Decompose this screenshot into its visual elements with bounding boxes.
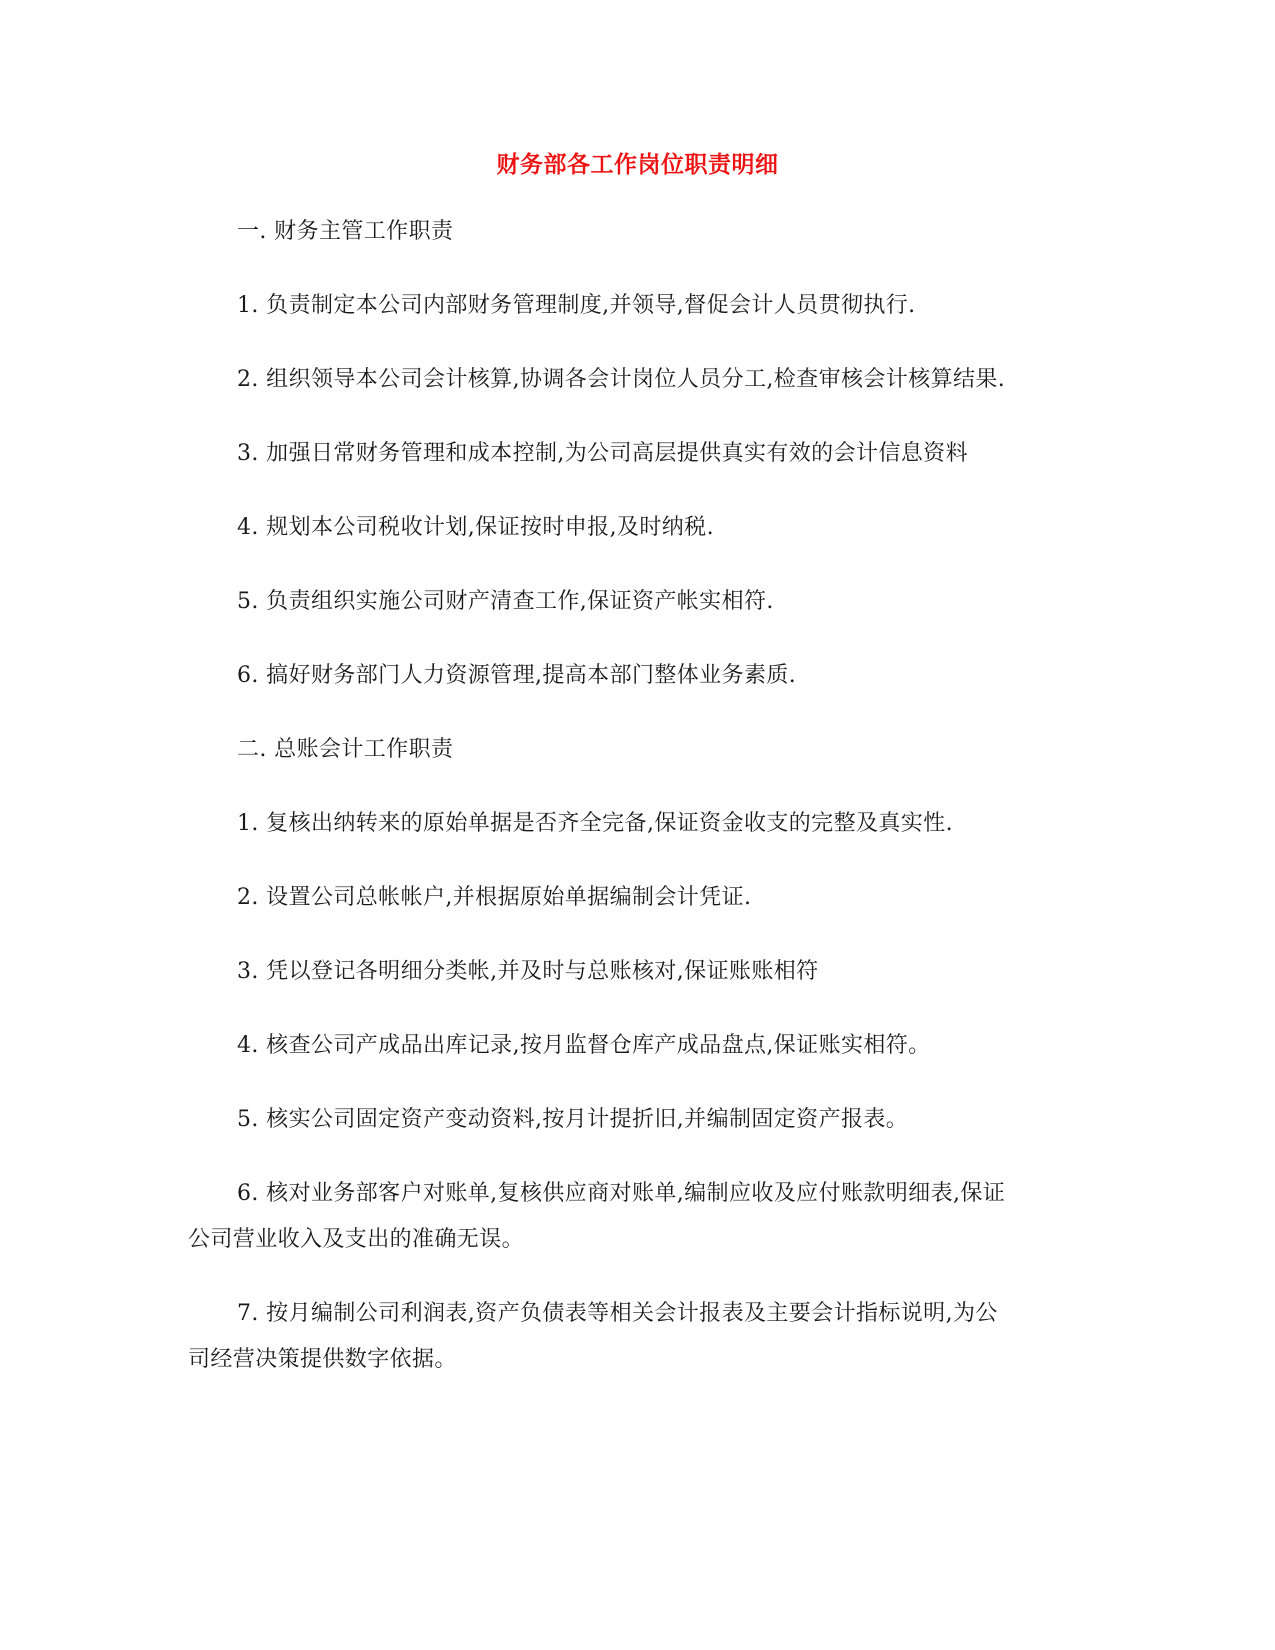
section1-item-3: 3. 加强日常财务管理和成本控制,为公司高层提供真实有效的会计信息资料 (237, 441, 968, 466)
section2-item-5: 5. 核实公司固定资产变动资料,按月计提折旧,并编制固定资产报表。 (237, 1107, 909, 1132)
section2-item-4: 4. 核查公司产成品出库记录,按月监督仓库产成品盘点,保证账实相符。 (237, 1033, 931, 1058)
section2-item-7-line-1: 7. 按月编制公司利润表,资产负债表等相关会计报表及主要会计指标说明,为公 (237, 1301, 998, 1326)
section2-item-1: 1. 复核出纳转来的原始单据是否齐全完备,保证资金收支的完整及真实性. (237, 811, 953, 836)
section2-item-6-line-2: 公司营业收入及支出的准确无误。 (188, 1227, 525, 1252)
section1-item-2: 2. 组织领导本公司会计核算,协调各会计岗位人员分工,检查审核会计核算结果. (237, 367, 1006, 392)
section1-item-5: 5. 负责组织实施公司财产清查工作,保证资产帐实相符. (237, 589, 774, 614)
section2-item-6-line-1: 6. 核对业务部客户对账单,复核供应商对账单,编制应收及应付账款明细表,保证 (237, 1181, 1006, 1206)
section2-heading: 二. 总账会计工作职责 (237, 737, 454, 762)
section1-item-1: 1. 负责制定本公司内部财务管理制度,并领导,督促会计人员贯彻执行. (237, 293, 916, 318)
section2-item-3: 3. 凭以登记各明细分类帐,并及时与总账核对,保证账账相符 (237, 959, 819, 984)
section1-item-4: 4. 规划本公司税收计划,保证按时申报,及时纳税. (237, 515, 714, 540)
section2-item-2: 2. 设置公司总帐帐户,并根据原始单据编制会计凭证. (237, 885, 752, 910)
document-title: 财务部各工作岗位职责明细 (496, 151, 779, 178)
section1-heading: 一. 财务主管工作职责 (237, 219, 454, 244)
section2-item-7-line-2: 司经营决策提供数字依据。 (188, 1347, 457, 1372)
section1-item-6: 6. 搞好财务部门人力资源管理,提高本部门整体业务素质. (237, 663, 797, 688)
